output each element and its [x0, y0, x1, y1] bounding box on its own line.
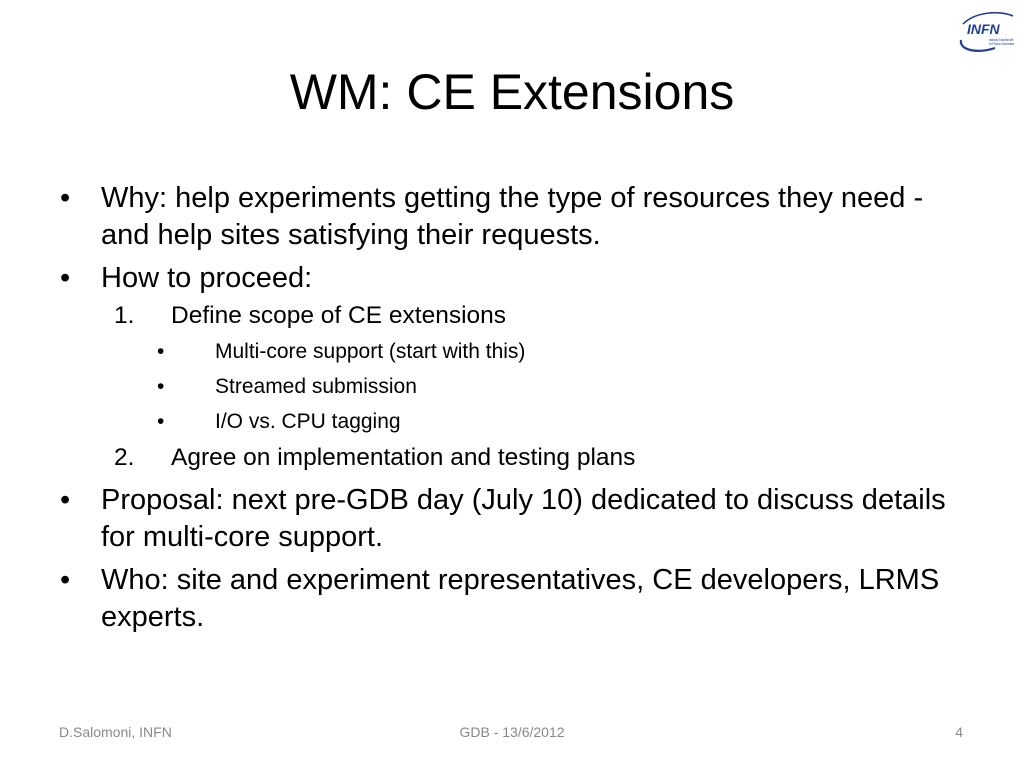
- sub-bullet-glyph: •: [157, 410, 165, 433]
- step-number: 1.: [114, 302, 135, 329]
- sub-bullet-text: Streamed submission: [215, 375, 417, 398]
- sub-bullet-item: [58, 336, 958, 367]
- infn-logo: [955, 6, 1019, 58]
- bullet-glyph: •: [60, 564, 71, 596]
- page-number: 4: [955, 724, 963, 740]
- slide-content: [58, 180, 958, 642]
- sub-bullet-item: [58, 371, 958, 402]
- step-number: 2.: [114, 444, 135, 471]
- bullet-item: [58, 260, 958, 297]
- step-text: Define scope of CE extensions: [171, 302, 507, 329]
- logo-text: INFN: [967, 21, 1000, 37]
- bullet-item: [58, 562, 958, 636]
- step-text: Agree on implementation and testing plans: [171, 444, 636, 471]
- bullet-text: How to proceed:: [101, 262, 313, 294]
- infn-logo-icon: [955, 6, 1019, 58]
- sub-bullet-item: [58, 406, 958, 437]
- numbered-step: [58, 299, 958, 332]
- sub-bullet-text: Multi-core support (start with this): [215, 340, 526, 363]
- sub-bullet-glyph: •: [157, 375, 165, 398]
- sub-bullet-glyph: •: [157, 340, 165, 363]
- bullet-text: Why: help experiments getting the type of resources they need - and help sites satisfying their requests.: [101, 182, 924, 251]
- bullet-glyph: •: [60, 182, 71, 214]
- bullet-item: [58, 482, 958, 556]
- bullet-text: Who: site and experiment representatives, CE developers, LRMS experts.: [101, 564, 940, 633]
- slide-title: WM: CE Extensions: [289, 64, 735, 120]
- bullet-item: [58, 180, 958, 254]
- svg-text:Istituto Nazionale: Istituto Nazionale: [989, 38, 1014, 42]
- svg-text:di Fisica Nucleare: di Fisica Nucleare: [989, 42, 1015, 46]
- footer-event-date: GDB - 13/6/2012: [459, 724, 565, 740]
- bullet-text: Proposal: next pre-GDB day (July 10) dedicated to discuss details for multi-core support.: [101, 484, 946, 553]
- numbered-step: [58, 441, 958, 474]
- bullet-glyph: •: [60, 262, 71, 294]
- bullet-glyph: •: [60, 484, 71, 516]
- footer-author: D.Salomoni, INFN: [59, 724, 172, 740]
- sub-bullet-text: I/O vs. CPU tagging: [215, 410, 401, 433]
